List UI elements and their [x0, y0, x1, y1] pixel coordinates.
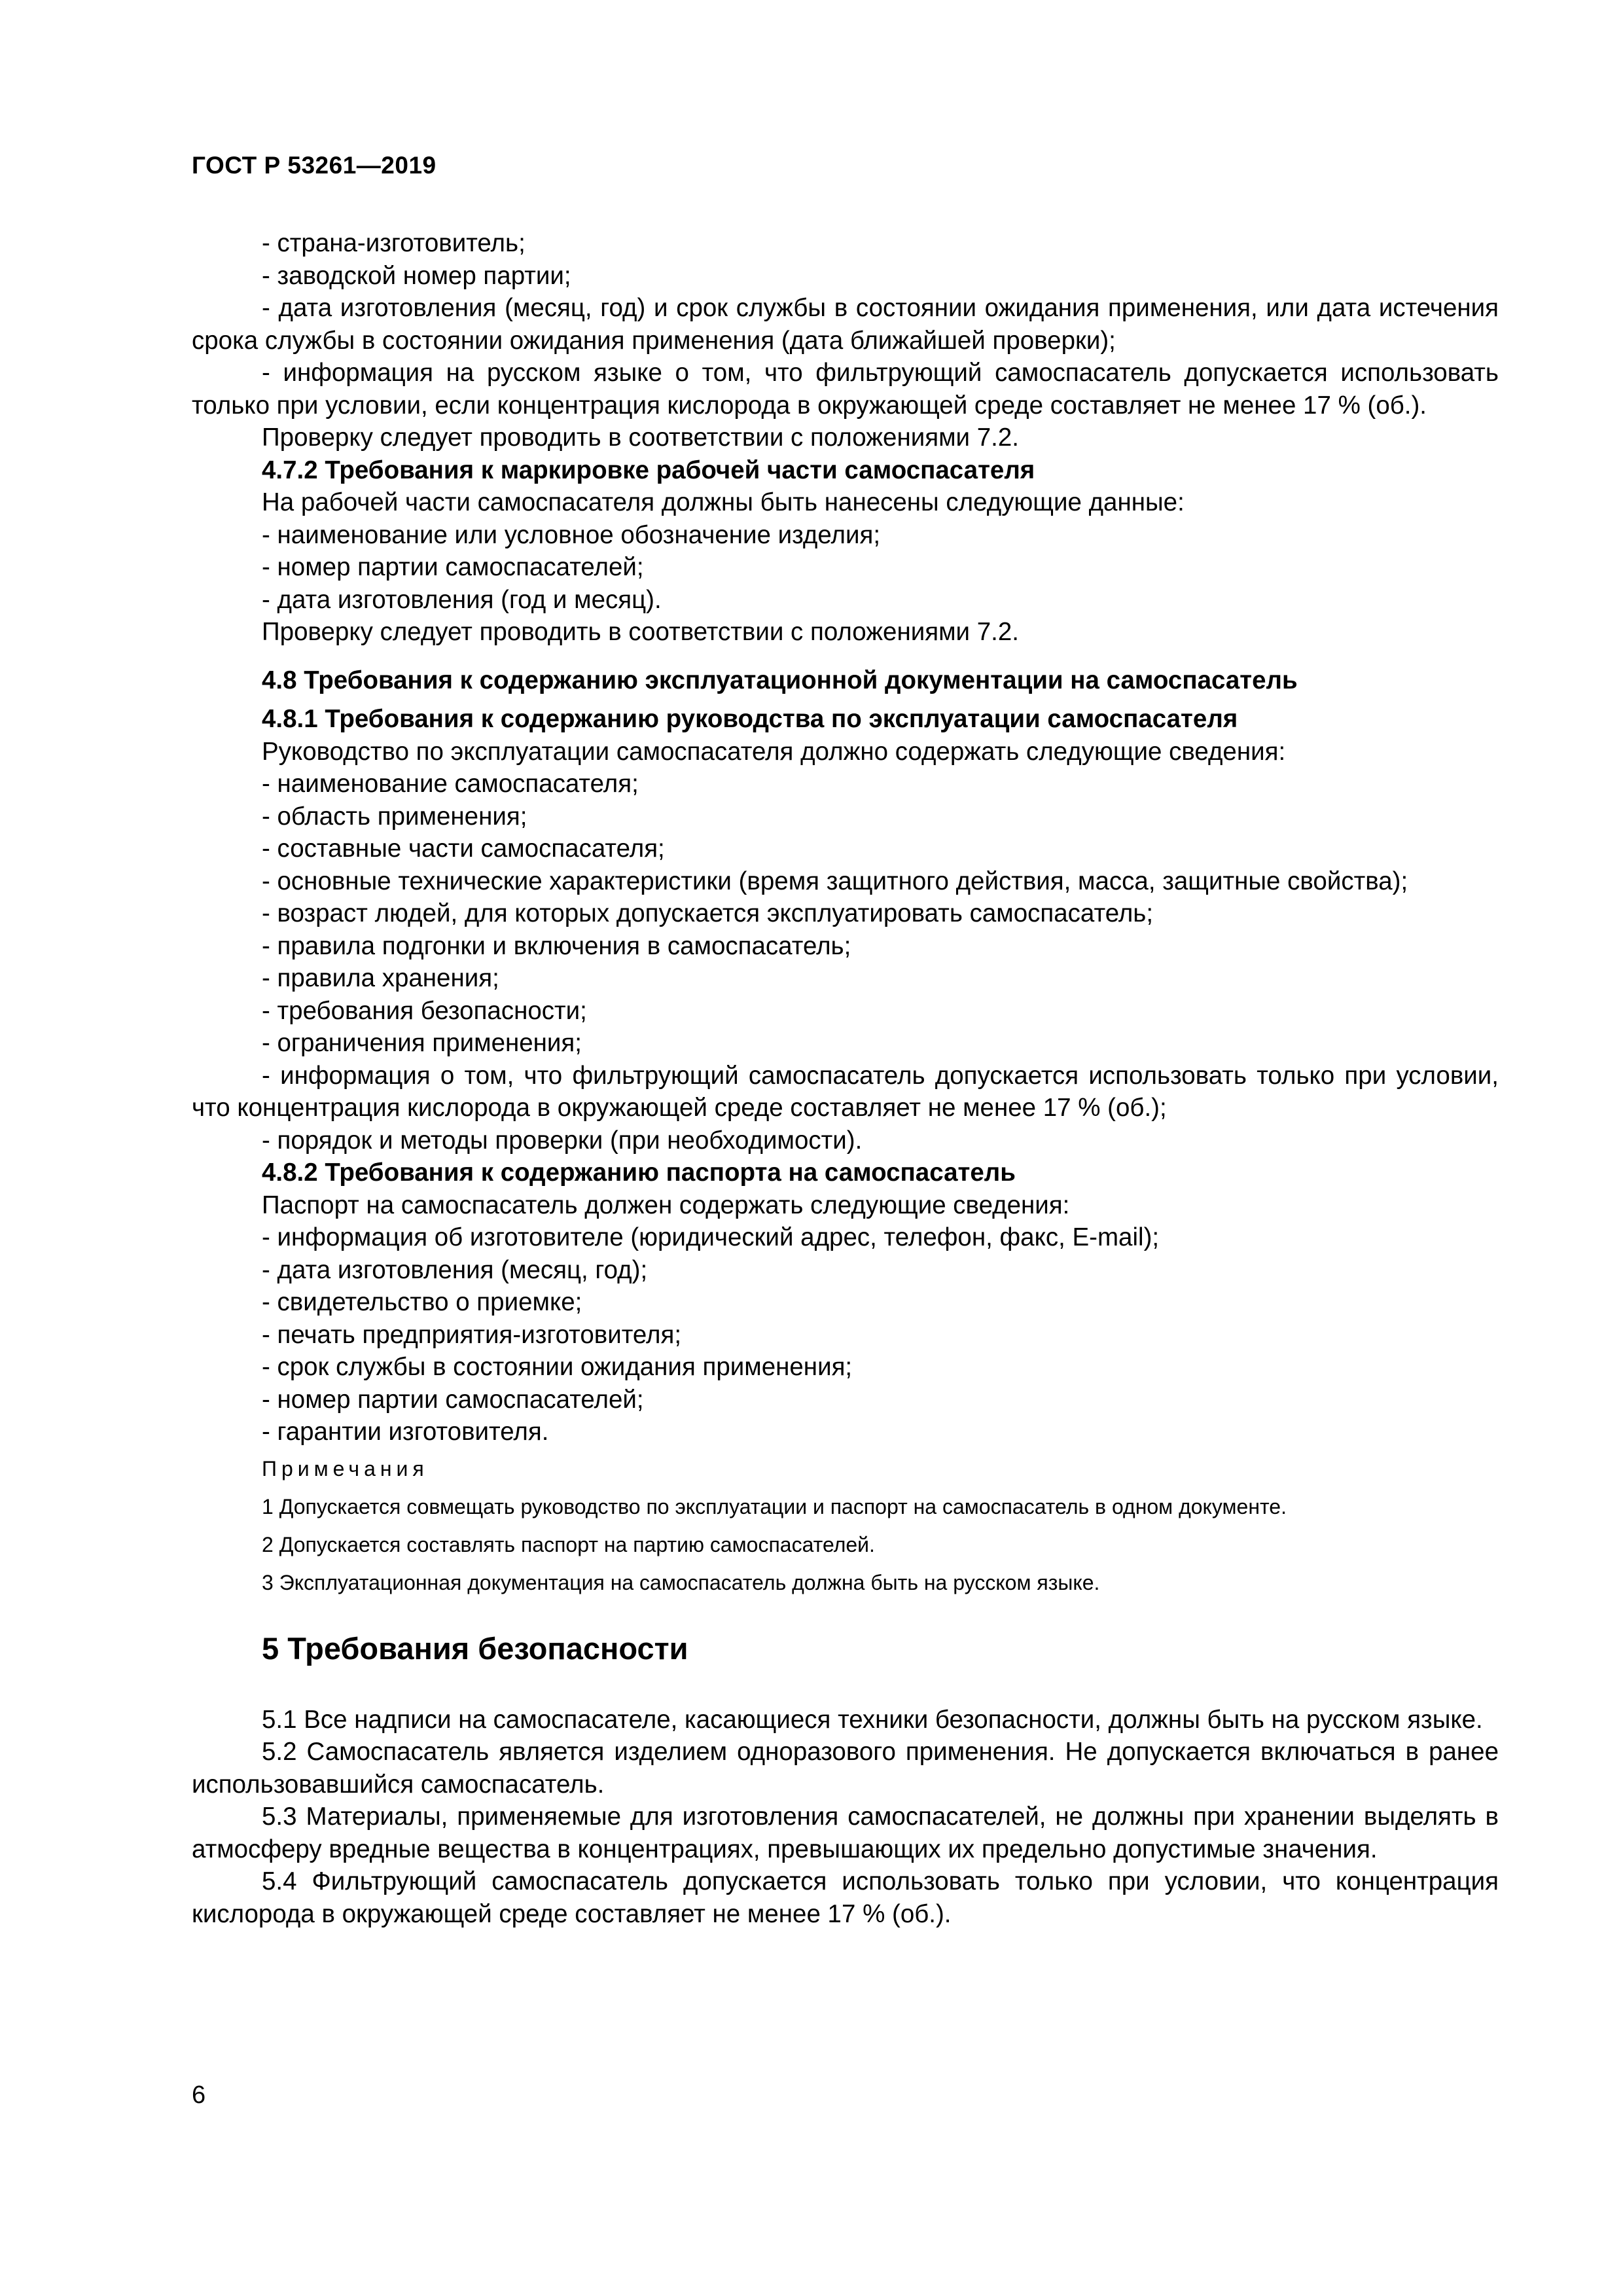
list-item: - основные технические характеристики (время защитного действия, масса, защитные свойства); [262, 867, 1408, 895]
subsection-heading: 4.8 Требования к содержанию эксплуатационной документации на самоспасатель [262, 666, 1298, 694]
paragraph: 5.1 Все надписи на самоспасателе, касающиеся техники безопасности, должны быть на русском языке. [262, 1705, 1483, 1734]
list-item: - информация на русском языке о том, что фильтрующий самоспасатель допускается использовать только при условии, если концентрация кислорода в окружающей среде составляет не менее 17 % (об.). [192, 359, 1499, 420]
spacer [192, 1448, 1499, 1455]
list-item: - ограничения применения; [262, 1029, 582, 1057]
list-item: - область применения; [262, 802, 527, 831]
subsection-heading: 4.8.1 Требования к содержанию руководства по эксплуатации самоспасателя [262, 705, 1238, 733]
notes-title: Примечания [262, 1456, 429, 1480]
note-item: 3 Эксплуатационная документация на самоспасатель должна быть на русском языке. [262, 1570, 1100, 1594]
list-item: - правила хранения; [262, 964, 499, 992]
paragraph: Проверку следует проводить в соответствии с положениями 7.2. [262, 618, 1019, 646]
section-heading: 5 Требования безопасности [262, 1630, 688, 1666]
subsection-heading: 4.8.2 Требования к содержанию паспорта на самоспасатель [262, 1158, 1016, 1187]
list-item: - гарантии изготовителя. [262, 1418, 549, 1446]
list-item: - номер партии самоспасателей; [262, 553, 644, 581]
list-item: - требования безопасности; [262, 996, 587, 1025]
note-item: 2 Допускается составлять паспорт на партию самоспасателей. [262, 1532, 875, 1556]
spacer [192, 696, 1499, 703]
list-item: - страна-изготовитель; [262, 229, 526, 257]
paragraph: 5.2 Самоспасатель является изделием одноразового применения. Не допускается включаться в ранее использовавшийся самоспасатель. [192, 1738, 1499, 1799]
list-item: - правила подгонки и включения в самоспасатель; [262, 931, 851, 960]
list-item: - свидетельство о приемке; [262, 1288, 582, 1316]
standard-designation: ГОСТ Р 53261—2019 [192, 152, 437, 179]
list-item: - срок службы в состоянии ожидания применения; [262, 1353, 853, 1381]
list-item: - дата изготовления (год и месяц). [262, 585, 662, 614]
paragraph: Проверку следует проводить в соответствии с положениями 7.2. [262, 423, 1019, 452]
paragraph: 5.4 Фильтрующий самоспасатель допускается использовать только при условии, что концентрация кислорода в окружающей среде составляет не менее 17 % (об.). [192, 1867, 1499, 1928]
list-item: - дата изготовления (месяц, год); [262, 1255, 648, 1284]
page-number: 6 [192, 2081, 206, 2109]
list-item: - информация о том, что фильтрующий самоспасатель допускается использовать только при условии, что концентрация кислорода в окружающей среде составляет не менее 17 % (об.); [192, 1061, 1499, 1122]
paragraph: На рабочей части самоспасателя должны быть нанесены следующие данные: [262, 488, 1185, 516]
list-item: - порядок и методы проверки (при необходимости). [262, 1126, 863, 1155]
notes-block [192, 1455, 1499, 1596]
note-item: 1 Допускается совмещать руководство по эксплуатации и паспорт на самоспасатель в одном документе. [262, 1494, 1287, 1518]
list-item: - дата изготовления (месяц, год) и срок службы в состоянии ожидания применения, или дата истечения срока службы в состоянии ожидания применения (дата ближайшей проверки); [192, 294, 1499, 355]
list-item: - информация об изготовителе (юридический адрес, телефон, факс, E-mail); [262, 1223, 1160, 1251]
paragraph: Руководство по эксплуатации самоспасателя должно содержать следующие сведения: [262, 737, 1286, 766]
subsection-heading: 4.7.2 Требования к маркировке рабочей части самоспасателя [262, 456, 1035, 484]
paragraph: 5.3 Материалы, применяемые для изготовления самоспасателей, не должны при хранении выделять в атмосферу вредные вещества в концентрациях, превышающих их предельно допустимые значения. [192, 1803, 1499, 1863]
list-item: - заводской номер партии; [262, 261, 571, 290]
paragraph: Паспорт на самоспасатель должен содержать следующие сведения: [262, 1191, 1070, 1219]
list-item: - наименование самоспасателя; [262, 770, 639, 798]
page-body [192, 227, 1499, 1930]
spacer [192, 649, 1499, 664]
list-item: - наименование или условное обозначение изделия; [262, 520, 881, 549]
list-item: - составные части самоспасателя; [262, 834, 665, 863]
list-item: - печать предприятия-изготовителя; [262, 1320, 682, 1349]
list-item: - номер партии самоспасателей; [262, 1385, 644, 1414]
list-item: - возраст людей, для которых допускается эксплуатировать самоспасатель; [262, 899, 1154, 927]
